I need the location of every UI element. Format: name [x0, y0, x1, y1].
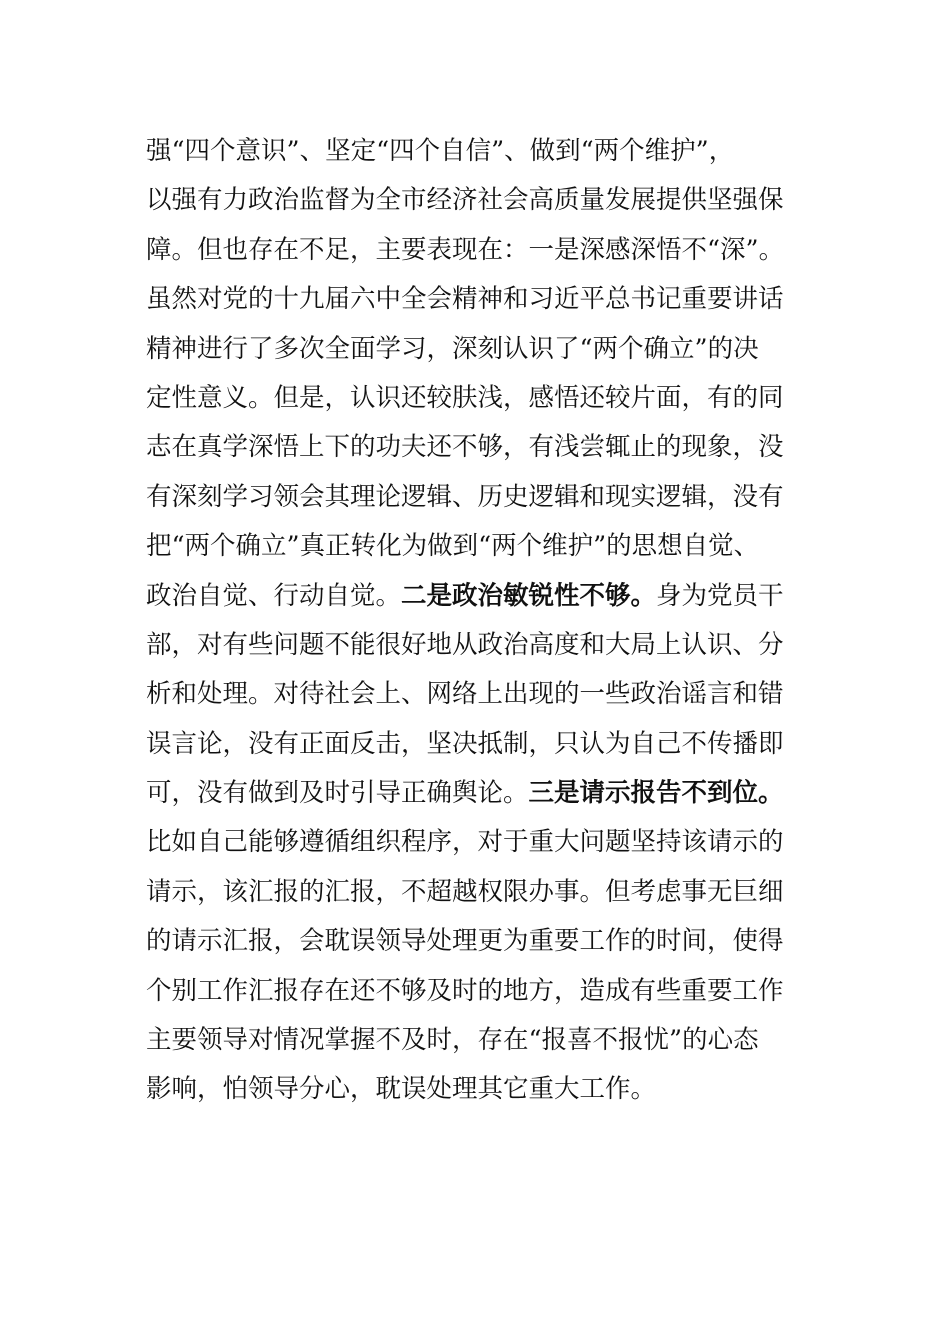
body-text: 请示，该汇报的汇报，不超越权限办事。但考虑事无巨细	[146, 876, 784, 907]
text-line	[146, 868, 806, 917]
text-line	[146, 275, 806, 324]
body-text: 比如自己能够遵循组织程序，对于重大问题坚持该请示的	[146, 827, 784, 858]
body-text: 虽然对党的十九届六中全会精神和习近平总书记重要讲话	[146, 284, 784, 315]
body-text: 身为党员干	[656, 580, 784, 611]
text-line	[146, 818, 806, 867]
text-line	[146, 325, 806, 374]
text-line	[146, 572, 806, 621]
body-text: 影响，怕领导分心，耽误处理其它重大工作。	[146, 1074, 657, 1105]
body-text: 误言论，没有正面反击，坚决抵制，只认为自己不传播即	[146, 728, 784, 759]
text-line	[146, 621, 806, 670]
body-text: 的请示汇报，会耽误领导处理更为重要工作的时间，使得	[146, 926, 784, 957]
body-text: 政治自觉、行动自觉。	[146, 580, 402, 611]
text-line	[146, 1065, 806, 1114]
body-text: 可，没有做到及时引导正确舆论。	[146, 778, 529, 809]
text-line	[146, 423, 806, 472]
body-text: 障。但也存在不足，主要表现在：一是深感深悟不“深”。	[146, 234, 785, 265]
text-line	[146, 374, 806, 423]
body-text: 把“两个确立”真正转化为做到“两个维护”的思想自觉、	[146, 531, 760, 562]
text-line	[146, 1016, 806, 1065]
body-paragraph	[146, 127, 806, 1115]
body-text: 强“四个意识”、坚定“四个自信”、做到“两个维护”，	[146, 136, 735, 166]
body-text: 以强有力政治监督为全市经济社会高质量发展提供坚强保	[146, 185, 784, 216]
text-line	[146, 720, 806, 769]
text-line	[146, 670, 806, 719]
text-line	[146, 917, 806, 966]
text-line	[146, 522, 806, 571]
bold-heading-text: 三是请示报告不到位。	[528, 778, 784, 809]
body-text: 部，对有些问题不能很好地从政治高度和大局上认识、分	[146, 629, 784, 660]
body-text: 主要领导对情况掌握不及时，存在“报喜不报忧”的心态	[146, 1025, 759, 1056]
text-line	[146, 473, 806, 522]
body-text: 个别工作汇报存在还不够及时的地方，造成有些重要工作	[146, 975, 784, 1006]
bold-heading-text: 二是政治敏锐性不够。	[401, 580, 657, 611]
text-line	[146, 967, 806, 1016]
body-text: 精神进行了多次全面学习，深刻认识了“两个确立”的决	[146, 333, 759, 364]
body-text: 有深刻学习领会其理论逻辑、历史逻辑和现实逻辑，没有	[146, 481, 784, 512]
body-text: 析和处理。对待社会上、网络上出现的一些政治谣言和错	[146, 679, 784, 710]
text-line	[146, 127, 806, 176]
body-text: 志在真学深悟上下的功夫还不够，有浅尝辄止的现象，没	[146, 432, 784, 463]
text-line	[146, 769, 806, 818]
body-text: 定性意义。但是，认识还较肤浅，感悟还较片面，有的同	[146, 382, 784, 413]
text-line	[146, 226, 806, 275]
text-line	[146, 176, 806, 225]
